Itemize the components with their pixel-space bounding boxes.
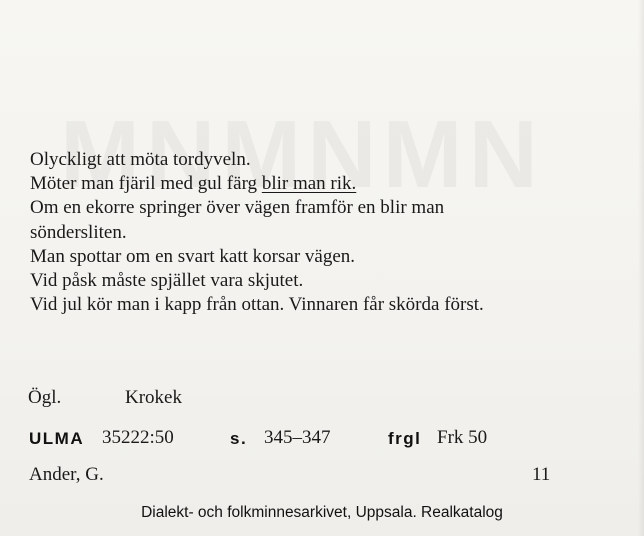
archive-number: 35222:50 xyxy=(102,427,174,448)
page-label: s. xyxy=(230,429,248,448)
legend-line-5: Man spottar om en svart katt korsar vägen. xyxy=(30,245,356,267)
region-label: Ögl. xyxy=(28,387,62,408)
legend-line-6: Vid påsk måste spjället vara skjutet. xyxy=(30,270,304,292)
questionnaire-value: Frk 50 xyxy=(437,427,488,448)
legend-line-4: söndersliten. xyxy=(30,221,127,243)
underlined-phrase: blir man rik. xyxy=(261,173,357,195)
legend-text-block xyxy=(30,148,630,317)
locality-label: Krokek xyxy=(125,387,182,408)
legend-line-2-text: Möter man fjäril med gul färg xyxy=(30,173,258,195)
legend-line-1: Olyckligt att möta tordyveln. xyxy=(30,149,251,170)
card-edge-shadow xyxy=(638,0,644,536)
legend-line-7: Vid jul kör man i kapp från ottan. Vinnaren får skörda först. xyxy=(30,294,484,316)
archive-label: ULMA xyxy=(29,429,85,448)
questionnaire-label: frgl xyxy=(388,429,422,448)
archive-footer: Dialekt- och folkminnesarkivet, Uppsala. Realkatalog xyxy=(141,504,503,521)
legend-line-2 xyxy=(30,172,630,196)
informant-name: Ander, G. xyxy=(29,464,104,485)
page-range: 345–347 xyxy=(264,427,331,448)
legend-line-3: Om en ekorre springer över vägen framför en blir man xyxy=(30,197,445,219)
card-number: 11 xyxy=(532,464,551,485)
